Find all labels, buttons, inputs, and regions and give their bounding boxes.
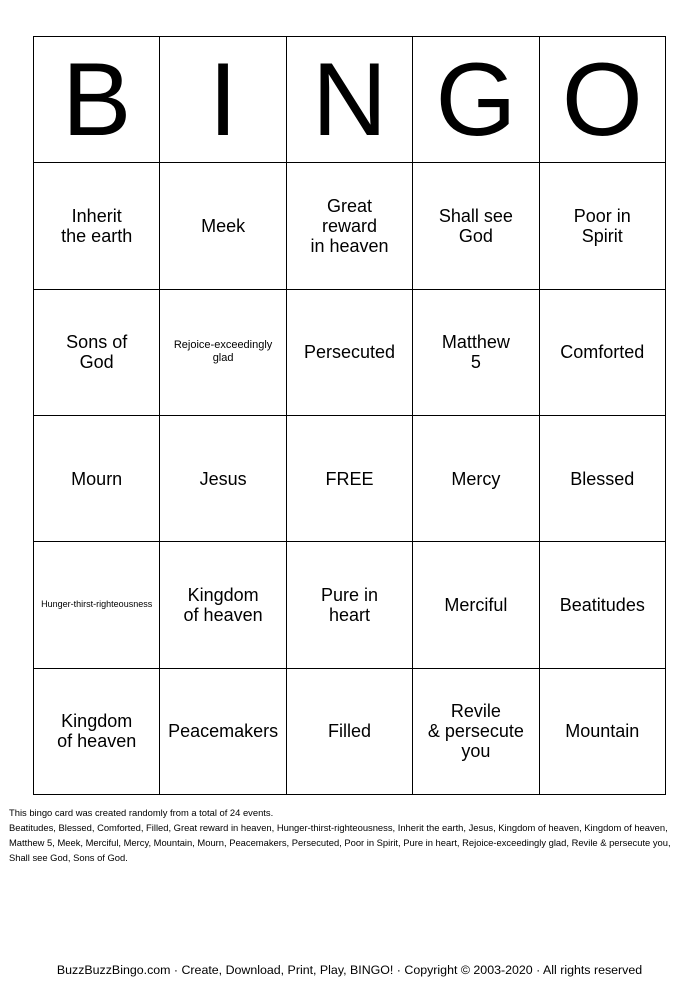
bingo-square: Peacemakers: [160, 669, 286, 795]
bingo-square: Sons of God: [34, 290, 160, 416]
header-letter-g: G: [413, 37, 539, 163]
bingo-square: Hunger-thirst-righteousness: [34, 542, 160, 668]
bingo-square: Shall see God: [413, 163, 539, 289]
bingo-square: Inherit the earth: [34, 163, 160, 289]
header-letter-i: I: [160, 37, 286, 163]
bingo-square: Matthew 5: [413, 290, 539, 416]
bingo-square: Persecuted: [287, 290, 413, 416]
bingo-square: Mourn: [34, 416, 160, 542]
bingo-square: Kingdom of heaven: [34, 669, 160, 795]
bingo-square: Pure in heart: [287, 542, 413, 668]
bingo-square: Mercy: [413, 416, 539, 542]
bingo-square: Jesus: [160, 416, 286, 542]
bingo-square: Beatitudes: [540, 542, 666, 668]
footnote-event-list: Beatitudes, Blessed, Comforted, Filled, Great reward in heaven, Hunger-thirst-righteousness, Inherit the earth, Jesus, Kingdom of heaven, Kingdom of heaven, Matthew 5, Meek, Merciful, Mercy, Mountain, Mourn, Peacemakers, Persecuted, Poor in Spirit, Pure in heart, Rejoice-exceedingly glad, Revile & persecute you, Shall see God, Sons of God.: [9, 822, 671, 863]
header-letter-b: B: [34, 37, 160, 163]
header-letter-n: N: [287, 37, 413, 163]
bingo-square: Merciful: [413, 542, 539, 668]
bingo-square: Meek: [160, 163, 286, 289]
footnote-summary: This bingo card was created randomly from a total of 24 events.: [9, 807, 274, 818]
bingo-square: Comforted: [540, 290, 666, 416]
bingo-square: Kingdom of heaven: [160, 542, 286, 668]
bingo-square: Great reward in heaven: [287, 163, 413, 289]
bingo-square: Rejoice-exceedingly glad: [160, 290, 286, 416]
bingo-square: Revile & persecute you: [413, 669, 539, 795]
header-letter-o: O: [540, 37, 666, 163]
bingo-square: Poor in Spirit: [540, 163, 666, 289]
bingo-square: Blessed: [540, 416, 666, 542]
bingo-square: Filled: [287, 669, 413, 795]
copyright-footer: BuzzBuzzBingo.com · Create, Download, Print, Play, BINGO! · Copyright © 2003-2020 · All rights reserved: [56, 963, 643, 977]
footnote: [9, 805, 689, 865]
free-square: FREE: [287, 416, 413, 542]
bingo-card: [33, 36, 666, 795]
bingo-square: Mountain: [540, 669, 666, 795]
